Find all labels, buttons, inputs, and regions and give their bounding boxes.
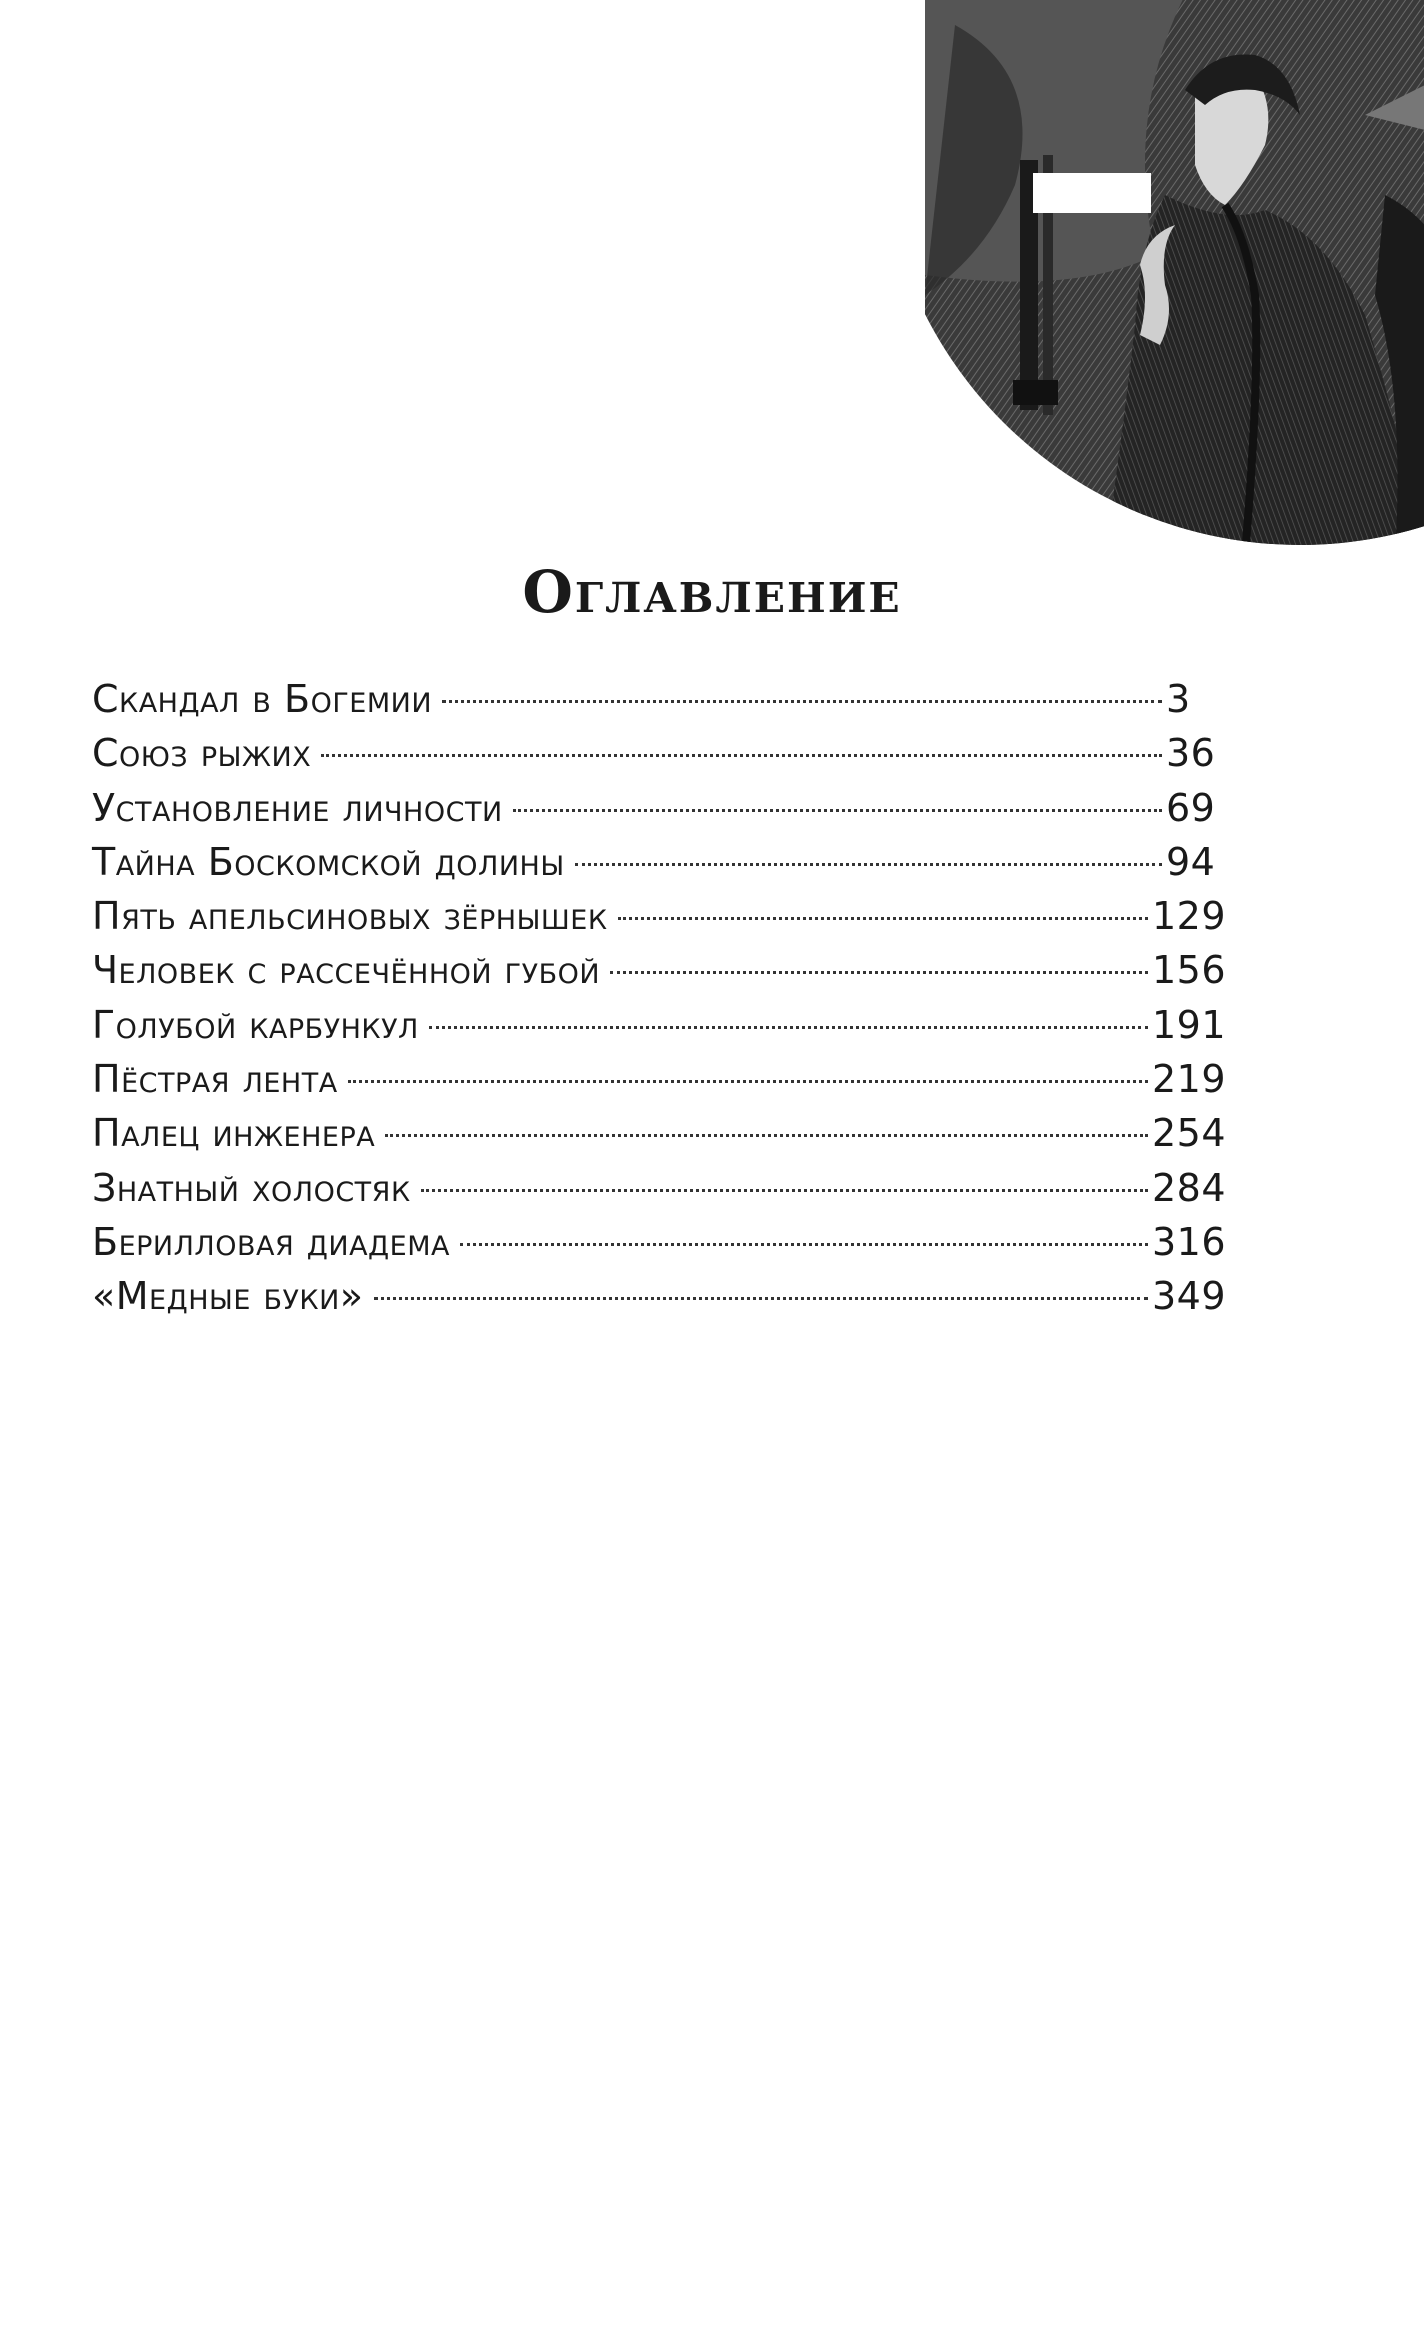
entry-page-number: 36 (1166, 731, 1216, 776)
list-item (92, 835, 1226, 889)
entry-title: Человек с рассечённой губой (92, 948, 601, 993)
entry-title: Знатный холостяк (92, 1165, 411, 1210)
entry-page-number: 254 (1151, 1111, 1226, 1156)
dot-leader (460, 1243, 1148, 1246)
entry-title: Палец инженера (92, 1111, 376, 1156)
list-item (92, 943, 1226, 997)
entry-title: Скандал в Богемии (92, 677, 433, 721)
entry-title: Пёстрая лента (92, 1057, 338, 1102)
list-item (92, 998, 1226, 1052)
dot-leader (610, 971, 1148, 974)
entry-page-number: 3 (1166, 677, 1191, 721)
dot-leader (513, 809, 1162, 812)
entry-title: Союз рыжих (92, 731, 312, 776)
page-title: Оглавление (522, 558, 902, 626)
list-item (92, 1215, 1226, 1269)
entry-title: «Медные буки» (92, 1274, 364, 1319)
list-item (92, 726, 1226, 780)
dot-leader (442, 700, 1162, 703)
entry-page-number: 69 (1166, 785, 1216, 830)
dot-leader (321, 754, 1162, 757)
list-item (92, 889, 1226, 943)
entry-page-number: 191 (1151, 1002, 1226, 1047)
entry-page-number: 129 (1151, 894, 1226, 939)
list-item (92, 1269, 1226, 1323)
entry-page-number: 219 (1151, 1057, 1226, 1102)
engraving-portrait-icon (925, 0, 1424, 555)
dot-leader (575, 863, 1162, 866)
entry-page-number: 156 (1151, 948, 1226, 993)
entry-title: Голубой карбункул (92, 1002, 419, 1047)
list-item (92, 672, 1226, 726)
entry-page-number: 284 (1151, 1165, 1226, 1210)
entry-title: Тайна Боскомской долины (92, 839, 565, 884)
dot-leader (385, 1134, 1148, 1137)
table-of-contents (92, 672, 1226, 1324)
dot-leader (348, 1080, 1148, 1083)
list-item (92, 1106, 1226, 1160)
entry-page-number: 316 (1151, 1219, 1226, 1264)
entry-title: Пять апельсиновых зёрнышек (92, 894, 608, 939)
dot-leader (618, 917, 1148, 920)
list-item (92, 1161, 1226, 1215)
entry-title: Установление личности (92, 785, 503, 830)
entry-page-number: 349 (1151, 1274, 1226, 1319)
dot-leader (421, 1189, 1148, 1192)
dot-leader (374, 1297, 1148, 1300)
list-item (92, 1052, 1226, 1106)
entry-title: Берилловая диадема (92, 1219, 450, 1264)
dot-leader (429, 1026, 1148, 1029)
list-item (92, 781, 1226, 835)
entry-page-number: 94 (1166, 839, 1216, 884)
